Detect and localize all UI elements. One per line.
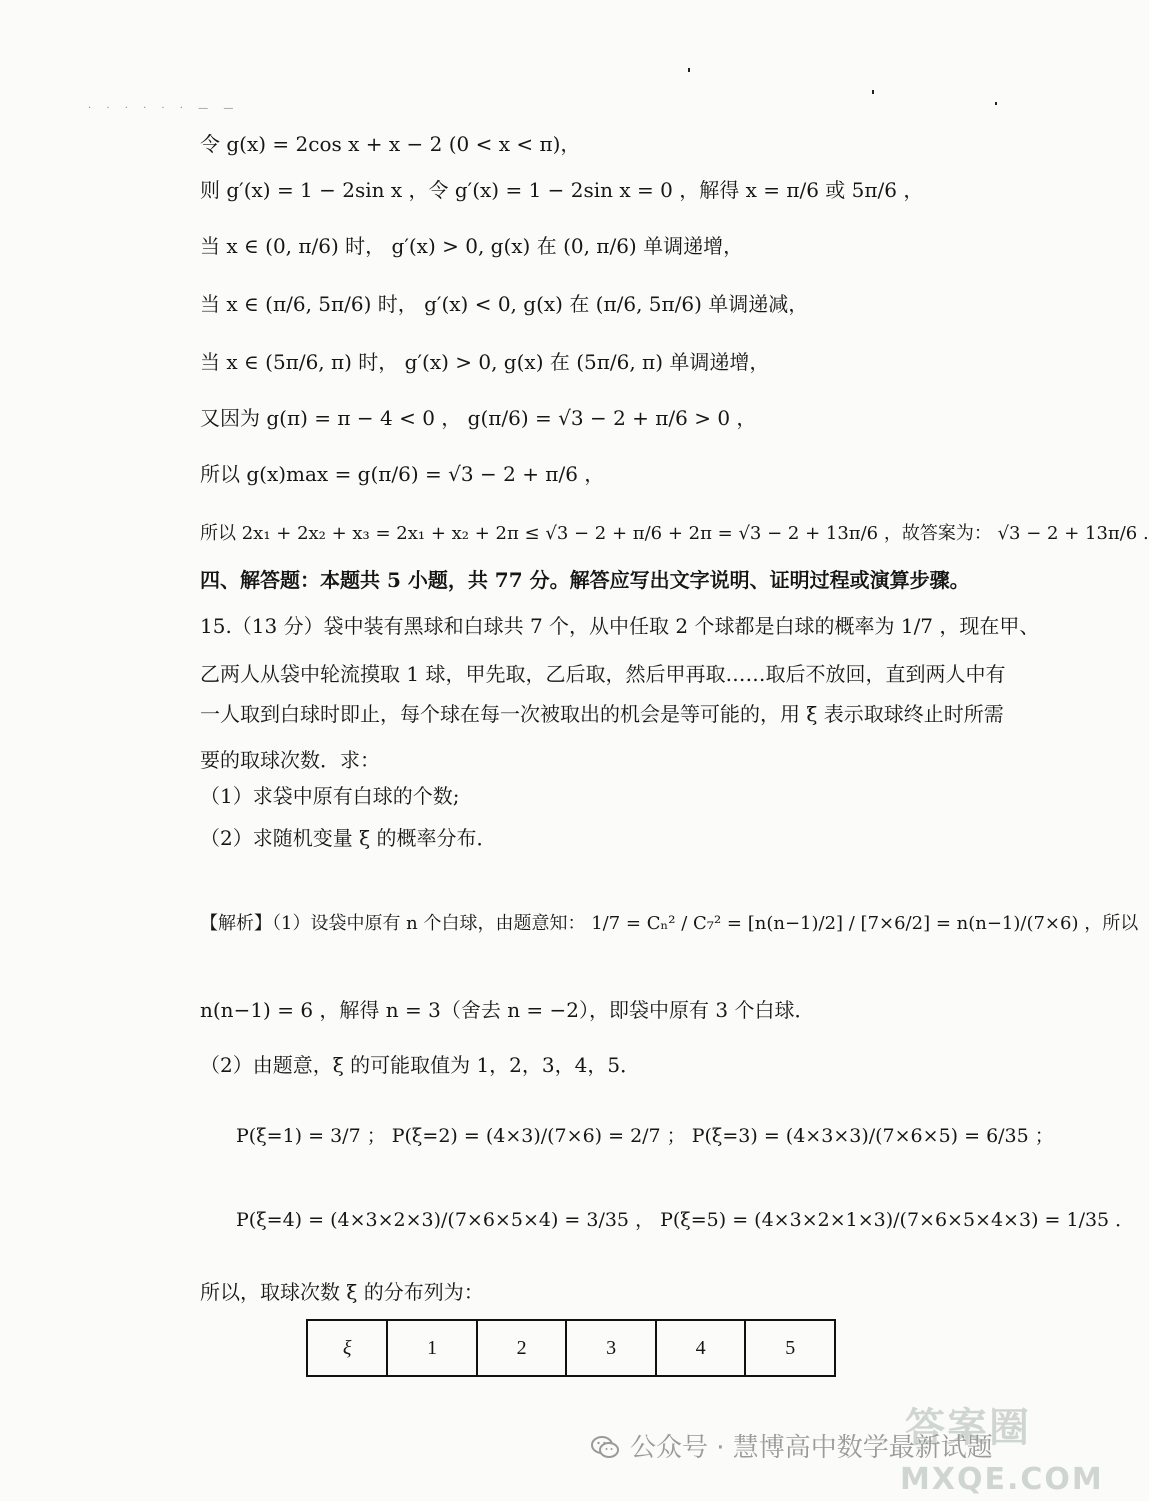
- solution-line-7: 所以 g(x)max = g(π/6) = √3 − 2 + π/6 ，: [200, 462, 605, 486]
- analysis-line-2: n(n−1) = 6 ，解得 n = 3（舍去 n = −2），即袋中原有 3 个白球．: [200, 998, 815, 1022]
- solution-line-5: 当 x ∈ (5π/6, π) 时， g′(x) > 0, g(x) 在 (5π/6, π) 单调递增，: [200, 350, 770, 374]
- solution-line-1: 令 g(x) = 2cos x + x − 2 (0 < x < π)，: [200, 132, 581, 156]
- problem-line-3: 一人取到白球时即止，每个球在每一次被取出的机会是等可能的，用 ξ 表示取球终止时所需: [200, 702, 1004, 726]
- analysis-line-3: （2）由题意，ξ 的可能取值为 1，2，3，4，5．: [200, 1053, 641, 1077]
- table-row: [307, 1320, 835, 1376]
- table-cell: 1: [387, 1320, 477, 1376]
- table-header-cell: ξ: [307, 1320, 387, 1376]
- watermark-text: 公众号 · 慧博高中数学最新试题: [630, 1433, 993, 1463]
- brand-watermark-top: 答案圈: [905, 1405, 1031, 1451]
- scan-speckle: · · · · · · — —: [88, 103, 240, 114]
- scan-mark: [688, 68, 690, 72]
- wechat-watermark: [590, 1427, 993, 1464]
- question-2: （2）求随机变量 ξ 的概率分布．: [200, 826, 497, 850]
- problem-line-4: 要的取球次数．求：: [200, 748, 380, 772]
- solution-line-4: 当 x ∈ (π/6, 5π/6) 时， g′(x) < 0, g(x) 在 (π/6, 5π/6) 单调递减，: [200, 292, 809, 316]
- table-cell: 3: [566, 1320, 656, 1376]
- probability-line-2: P(ξ=4) = (4×3×2×3)/(7×6×5×4) = 3/35 ， P(ξ=5) = (4×3×2×1×3)/(7×6×5×4×3) = 1/35 ．: [236, 1209, 1135, 1231]
- scan-mark: [872, 90, 874, 94]
- question-1: （1）求袋中原有白球的个数;: [200, 784, 460, 808]
- section-heading: 四、解答题：本题共 5 小题，共 77 分。解答应写出文字说明、证明过程或演算步骤。: [200, 568, 970, 592]
- solution-line-3: 当 x ∈ (0, π/6) 时， g′(x) > 0, g(x) 在 (0, π/6) 单调递增，: [200, 234, 744, 258]
- scan-mark: [995, 102, 997, 105]
- problem-line-1: 15.（13 分）袋中装有黑球和白球共 7 个，从中任取 2 个球都是白球的概率为 1/7 ，现在甲、: [200, 614, 1040, 638]
- probability-line-1: P(ξ=1) = 3/7 ； P(ξ=2) = (4×3)/(7×6) = 2/7 ； P(ξ=3) = (4×3×3)/(7×6×5) = 6/35 ；: [236, 1125, 1054, 1147]
- brand-watermark-bottom: MXQE.COM: [900, 1462, 1104, 1497]
- analysis-line-4: 所以，取球次数 ξ 的分布列为：: [200, 1280, 484, 1304]
- analysis-line-1: 【解析】（1）设袋中原有 n 个白球，由题意知： 1/7 = Cₙ² / C₇² = [n(n−1)/2] / [7×6/2] = n(n−1)/(7×6) ，所以: [200, 913, 1139, 934]
- solution-line-6: 又因为 g(π) = π − 4 < 0 ， g(π/6) = √3 − 2 + π/6 > 0 ，: [200, 406, 757, 430]
- wechat-icon: [590, 1434, 620, 1460]
- distribution-table: [306, 1319, 836, 1377]
- table-cell: 2: [477, 1320, 567, 1376]
- table-cell: 5: [745, 1320, 835, 1376]
- solution-line-8: 所以 2x₁ + 2x₂ + x₃ = 2x₁ + x₂ + 2π ≤ √3 − 2 + π/6 + 2π = √3 − 2 + 13π/6 ，故答案为： √3 − 2 + 13π/6 .: [200, 523, 1149, 544]
- table-cell: 4: [656, 1320, 746, 1376]
- problem-line-2: 乙两人从袋中轮流摸取 1 球，甲先取，乙后取，然后甲再取……取后不放回，直到两人中有: [200, 662, 1006, 686]
- solution-line-2: 则 g′(x) = 1 − 2sin x ，令 g′(x) = 1 − 2sin x = 0 ，解得 x = π/6 或 5π/6 ，: [200, 178, 924, 202]
